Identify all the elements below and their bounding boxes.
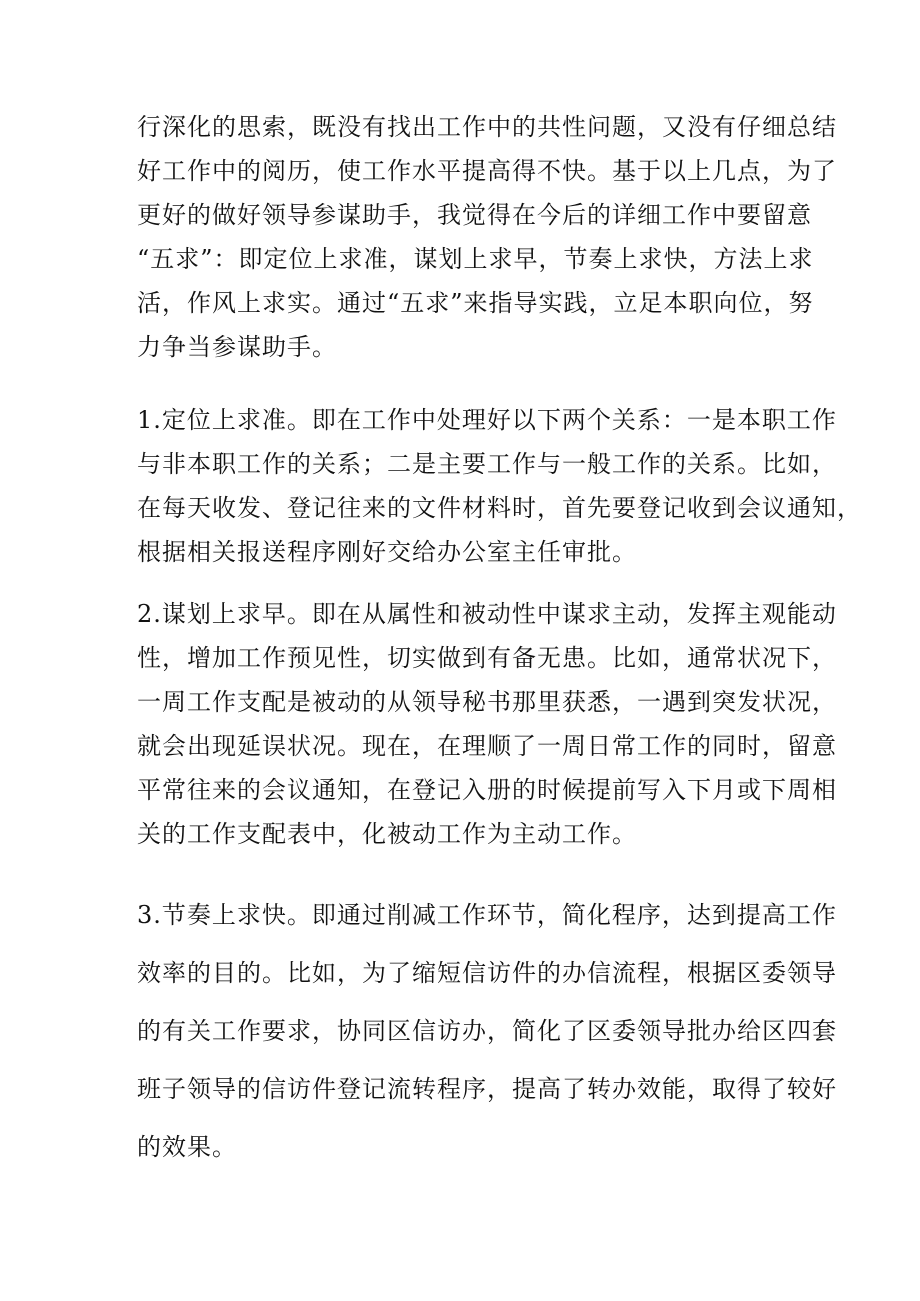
text-line: 就会出现延误状况。现在，在理顺了一周日常工作的同时，留意 bbox=[137, 732, 837, 760]
paragraph-continuation bbox=[137, 105, 837, 369]
text-line: 平常往来的会议通知，在登记入册的时候提前写入下月或下周相 bbox=[137, 776, 837, 804]
text-line: 好工作中的阅历，使工作水平提高得不快。基于以上几点，为了 bbox=[137, 157, 837, 185]
text-line: 2.谋划上求早。即在从属性和被动性中谋求主动，发挥主观能动 bbox=[137, 600, 837, 628]
text-line: 更好的做好领导参谋助手，我觉得在今后的详细工作中要留意 bbox=[137, 201, 812, 229]
text-line: 效率的目的。比如，为了缩短信访件的办信流程，根据区委领导 bbox=[137, 959, 837, 987]
text-line: 行深化的思索，既没有找出工作中的共性问题，又没有仔细总结 bbox=[137, 113, 837, 141]
text-line: 关的工作支配表中，化被动工作为主动工作。 bbox=[137, 820, 637, 848]
text-line: 的有关工作要求，协同区信访办，简化了区委领导批办给区四套 bbox=[137, 1017, 837, 1045]
paragraph-item-3 bbox=[137, 886, 837, 1176]
text-line: 的效果。 bbox=[137, 1133, 237, 1161]
text-line: 班子领导的信访件登记流转程序，提高了转办效能，取得了较好 bbox=[137, 1075, 837, 1103]
text-line: 在每天收发、登记往来的文件材料时，首先要登记收到会议通知， bbox=[137, 494, 862, 522]
text-line: 活，作风上求实。通过“五求”来指导实践，立足本职向位，努 bbox=[137, 289, 814, 317]
text-line: 一周工作支配是被动的从领导秘书那里获悉，一遇到突发状况， bbox=[137, 688, 837, 716]
text-line: 与非本职工作的关系；二是主要工作与一般工作的关系。比如， bbox=[137, 450, 837, 478]
text-line: 根据相关报送程序刚好交给办公室主任审批。 bbox=[137, 538, 637, 566]
paragraph-item-2 bbox=[137, 592, 837, 856]
text-line: 性，增加工作预见性，切实做到有备无患。比如，通常状况下， bbox=[137, 644, 837, 672]
text-line: 3.节奏上求快。即通过削减工作环节，简化程序，达到提高工作 bbox=[137, 901, 837, 929]
paragraph-item-1 bbox=[137, 398, 862, 574]
text-line: 1.定位上求准。即在工作中处理好以下两个关系：一是本职工作 bbox=[137, 406, 837, 434]
text-line: 力争当参谋助手。 bbox=[137, 333, 337, 361]
text-line: “五求”：即定位上求准，谋划上求早，节奏上求快，方法上求 bbox=[137, 245, 814, 273]
